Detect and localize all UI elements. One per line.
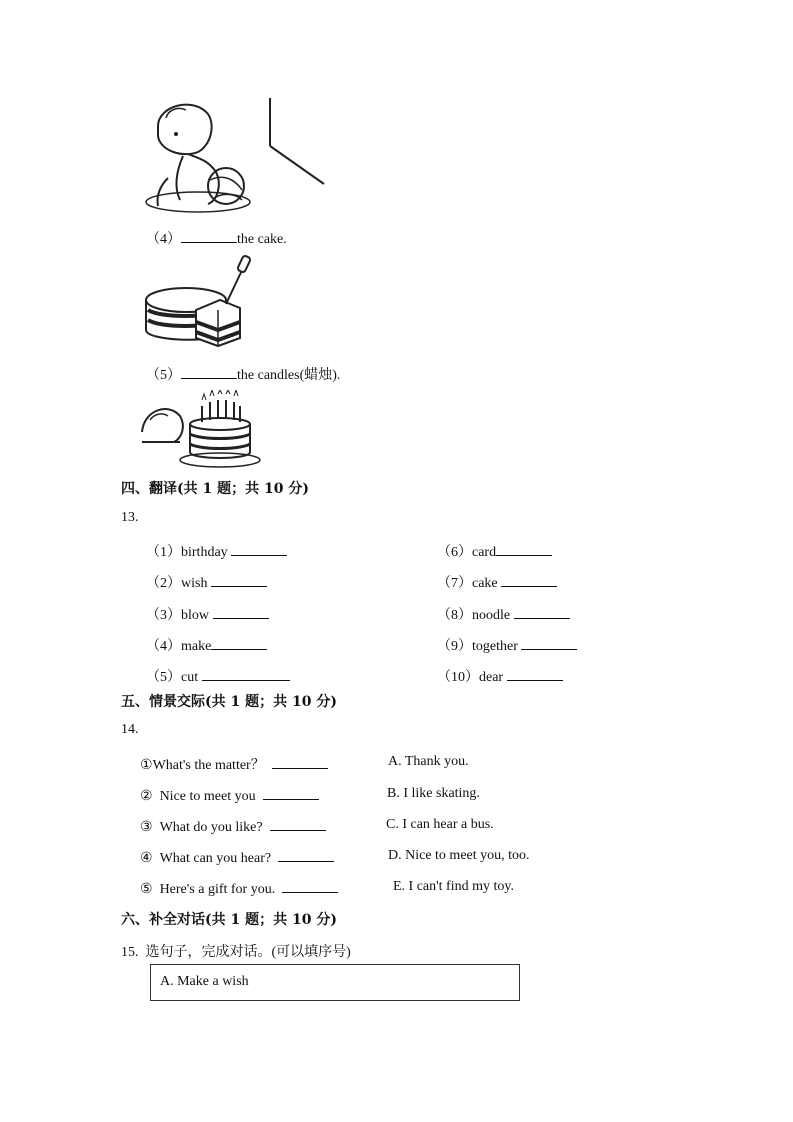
picture-item-5: （5） the candles(蜡烛). xyxy=(146,364,340,384)
translate-item-8: （8）noodle xyxy=(437,604,570,624)
question-15: 15. 选句子，完成对话。(可以填序号) xyxy=(121,945,351,960)
answer-blank[interactable] xyxy=(270,817,326,831)
answer-blank[interactable] xyxy=(282,879,338,893)
translate-item-7: （7）cake xyxy=(437,572,557,592)
answer-blank[interactable] xyxy=(202,667,290,681)
answer-blank[interactable] xyxy=(496,542,552,556)
translate-item-1: （1）birthday xyxy=(146,541,287,561)
question-14-number: 14. xyxy=(121,722,139,737)
sentence-options-box xyxy=(150,964,520,1001)
translate-item-10: （10）dear xyxy=(437,666,563,686)
answer-blank[interactable] xyxy=(501,573,557,587)
answer-blank[interactable] xyxy=(181,229,237,243)
sentence-option-a: A. Make a wish xyxy=(160,974,249,989)
answer-blank[interactable] xyxy=(263,786,319,800)
answer-blank[interactable] xyxy=(211,573,267,587)
dialogue-answer-e: E. I can't find my toy. xyxy=(393,879,514,894)
translate-item-5: （5）cut xyxy=(146,666,290,686)
answer-blank[interactable] xyxy=(231,542,287,556)
dialogue-question-3: ③ What do you like? xyxy=(140,817,326,836)
answer-blank[interactable] xyxy=(521,636,577,650)
dialogue-answer-b: B. I like skating. xyxy=(387,786,480,801)
cake-knife-picture xyxy=(140,252,272,356)
answer-blank[interactable] xyxy=(213,605,269,619)
answer-blank[interactable] xyxy=(514,605,570,619)
dialogue-answer-a: A. Thank you. xyxy=(388,754,469,769)
translate-item-6: （6）card xyxy=(437,541,552,561)
baby-picture xyxy=(138,96,328,218)
dialogue-answer-c: C. I can hear a bus. xyxy=(386,817,494,832)
answer-blank[interactable] xyxy=(211,636,267,650)
dialogue-question-1: ①What's the matter？ xyxy=(140,754,328,774)
section5-title: 五、情景交际(共 1 题；共 10 分) xyxy=(121,694,337,710)
dialogue-question-4: ④ What can you hear? xyxy=(140,848,334,867)
answer-blank[interactable] xyxy=(272,755,328,769)
dialogue-question-5: ⑤ Here's a gift for you. xyxy=(140,879,338,898)
translate-item-2: （2）wish xyxy=(146,572,267,592)
answer-blank[interactable] xyxy=(507,667,563,681)
picture-item-4: （4） the cake. xyxy=(146,228,287,248)
birthday-candles-picture xyxy=(140,390,272,472)
translate-item-4: （4）make xyxy=(146,635,267,655)
dialogue-question-2: ② Nice to meet you xyxy=(140,786,319,805)
translate-item-3: （3）blow xyxy=(146,604,269,624)
answer-blank[interactable] xyxy=(181,365,237,379)
answer-blank[interactable] xyxy=(278,848,334,862)
dialogue-answer-d: D. Nice to meet you, too. xyxy=(388,848,530,863)
section4-title: 四、翻译(共 1 题；共 10 分) xyxy=(121,481,309,497)
section6-title: 六、补全对话(共 1 题；共 10 分) xyxy=(121,912,337,928)
question-13-number: 13. xyxy=(121,510,139,525)
translate-item-9: （9）together xyxy=(437,635,577,655)
